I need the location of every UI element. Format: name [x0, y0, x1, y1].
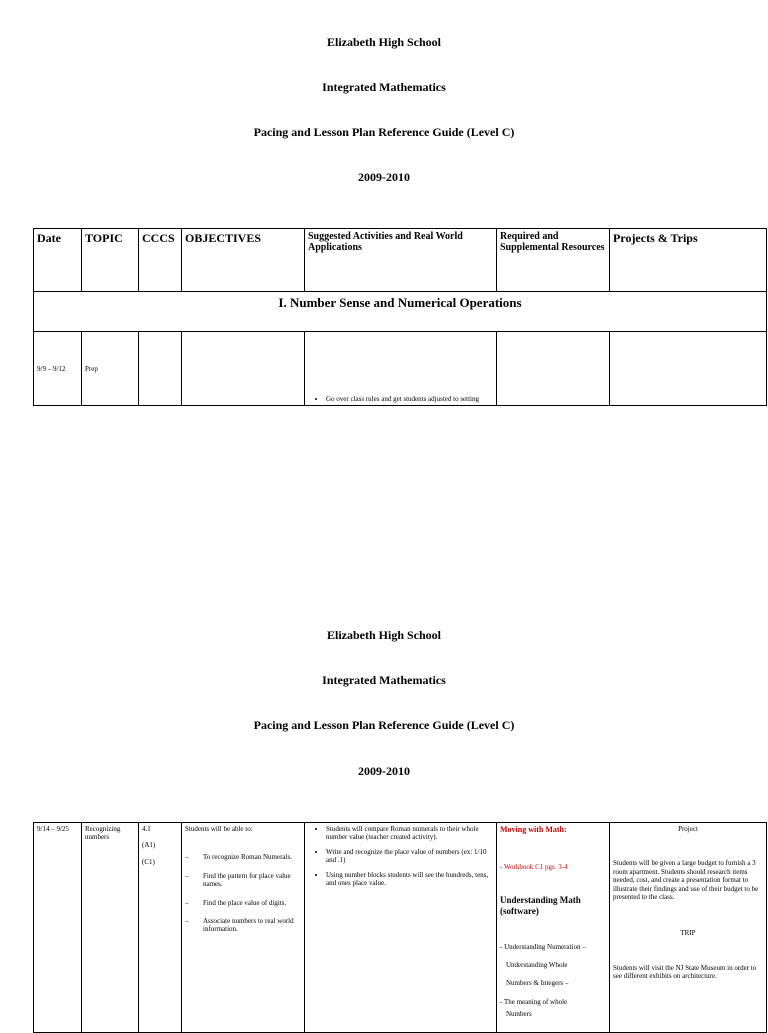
objective-item: – To recognize Roman Numerals.: [185, 853, 301, 861]
header-cccs: CCCS: [139, 229, 182, 292]
resource-item: - The meaning of whole: [500, 997, 568, 1006]
resource-item: Understanding Whole: [506, 960, 568, 969]
course-title: Integrated Mathematics: [322, 80, 446, 94]
header-date: Date: [34, 229, 82, 292]
objective-item: – Associate numbers to real world information.: [185, 917, 301, 934]
row-resources: [497, 332, 610, 406]
t2-topic: Recognizing numbers: [82, 823, 139, 1033]
project-text: Students will be given a large budget to furnish a 3 room apartment. Students should research items needed, cost, and create a presentation format to illustrate their findings and use of their budget to be presented to the class.: [613, 859, 759, 901]
activity-item: • Using number blocks students will see the hundreds, tens, and ones place value.: [326, 871, 493, 888]
resource-item: - Understanding Numeration –: [500, 942, 586, 951]
resource-software: Understanding Math (software): [500, 894, 581, 916]
resource-item: Numbers: [506, 1010, 532, 1019]
pacing-table-2: [33, 822, 767, 1033]
t2-projects: [610, 823, 767, 1033]
t2-objectives: [182, 823, 305, 1033]
activity-item: • Students will compare Roman numerals to their whole number value (teacher created activity).: [326, 825, 493, 842]
row-activities: [305, 332, 497, 406]
row-objectives: [182, 332, 305, 406]
guide-title: Pacing and Lesson Plan Reference Guide (Level C): [253, 125, 515, 139]
t2-resources: [497, 823, 610, 1033]
row-date: 9/9 – 9/12: [34, 332, 82, 406]
school-year-2: 2009-2010: [358, 764, 410, 778]
cccs-code: (C1): [142, 857, 155, 866]
row-cccs: [139, 332, 182, 406]
row-projects: [610, 332, 767, 406]
cccs-code: (A1): [142, 841, 156, 850]
t2-activities: [305, 823, 497, 1033]
objective-item: – Find the pattern for place value names.: [185, 872, 301, 889]
school-year: 2009-2010: [358, 170, 410, 184]
header-objectives: OBJECTIVES: [182, 229, 305, 292]
cccs-code: 4.1: [142, 825, 151, 833]
t2-cccs: [139, 823, 182, 1033]
course-title-2: Integrated Mathematics: [322, 673, 446, 687]
header-resources: Required and Supplemental Resources: [497, 229, 610, 292]
row-topic: Prep: [82, 332, 139, 406]
trip-text: Students will visit the NJ State Museum in order to see different exhibits on architecture.: [613, 963, 757, 981]
trip-label: TRIP: [680, 929, 696, 938]
header-projects: Projects & Trips: [610, 229, 767, 292]
activity-item: • Write and recognize the place value of numbers (ex: 1/10 and .1): [326, 848, 493, 865]
t2-date: 9/14 – 9/25: [34, 823, 82, 1033]
resource-item: Numbers & Integers –: [506, 979, 569, 988]
resource-workbook: - Workbook C1 pgs. 3-4: [500, 862, 568, 871]
pacing-table-1: [33, 228, 767, 406]
school-name-2: Elizabeth High School: [326, 628, 442, 642]
school-name: Elizabeth High School: [326, 35, 442, 49]
header-activities: Suggested Activities and Real World Applications: [305, 229, 497, 292]
activity-item: • Go over class rules and get students adjusted to setting: [326, 395, 493, 403]
objectives-intro: Students will be able to:: [185, 825, 253, 833]
section-title: I. Number Sense and Numerical Operations: [34, 292, 767, 332]
objective-item: – Find the place value of digits.: [185, 899, 301, 907]
resource-title: Moving with Math:: [500, 825, 567, 834]
header-topic: TOPIC: [82, 229, 139, 292]
project-label: Project: [678, 825, 698, 833]
guide-title-2: Pacing and Lesson Plan Reference Guide (Level C): [253, 718, 515, 732]
